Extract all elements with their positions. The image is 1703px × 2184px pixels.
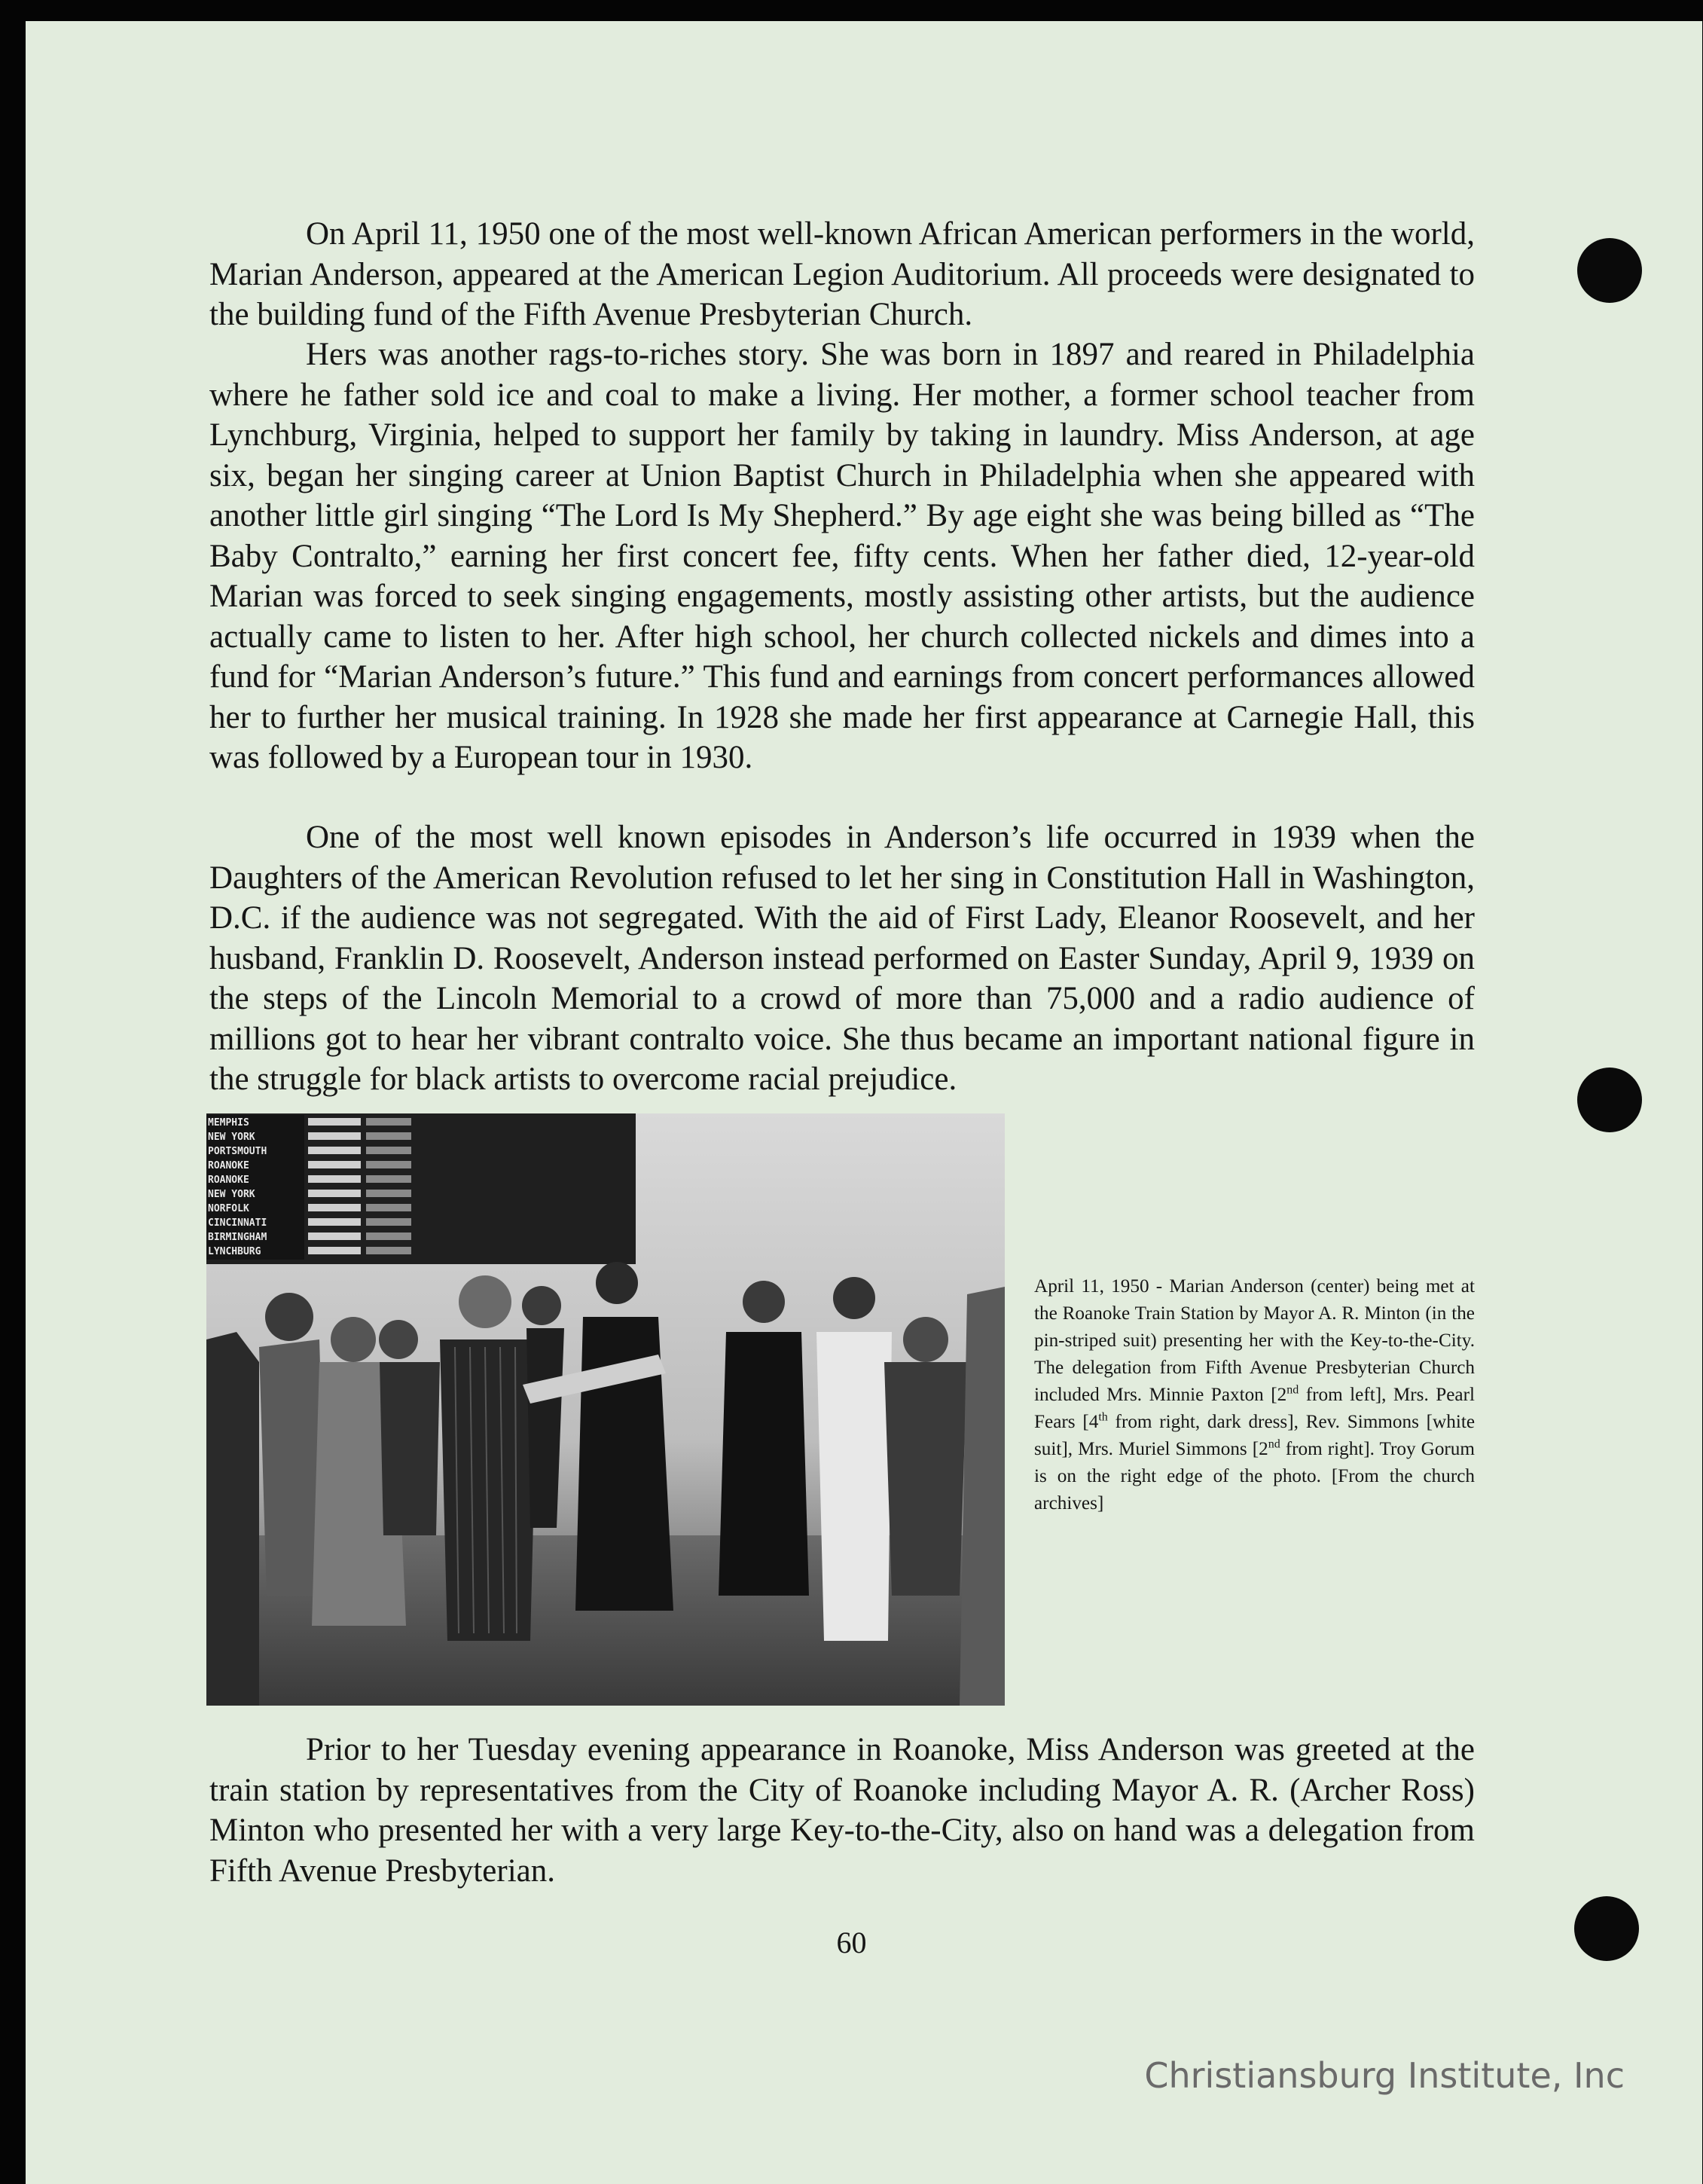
board-row: PORTSMOUTH	[208, 1146, 267, 1157]
board-row: ROANOKE	[208, 1174, 249, 1186]
board-row: LYNCHBURG	[208, 1246, 261, 1257]
board-row: BIRMINGHAM	[208, 1232, 267, 1243]
photo-caption: April 11, 1950 - Marian Anderson (center) being met at the Roanoke Train Station by Mayor A. R. Minton (in the pin-striped suit) presenting her with the Key-to-the-City. The delegation from Fifth Avenue Presbyterian Church included Mrs. Minnie Paxton [2nd from left], Mrs. Pearl Fears [4th from right, dark dress], Rev. Simmons [white suit], Mrs. Muriel Simmons [2nd from right]. Troy Gorum is on the right edge of the photo. [From the church archives]	[1034, 1276, 1475, 1514]
board-row: NEW YORK	[208, 1132, 255, 1143]
page-number: 60	[836, 1926, 867, 1959]
paragraph-3: One of the most well known episodes in Anderson’s life occurred in 1939 when the Daughters of the American Revolution refused to let her sing in Constitution Hall in Washington, D.C. if the audience was not segregated. With the aid of First Lady, Eleanor Roosevelt, and her husband, Franklin D. Roosevelt, Anderson instead performed on Easter Sunday, April 9, 1939 on the steps of the Lincoln Memorial to a crowd of more than 75,000 and a radio audience of millions got to hear her vibrant contralto voice. She thus became an important national figure in the struggle for black artists to overcome racial prejudice.	[209, 820, 1475, 1097]
board-row: NORFOLK	[208, 1203, 249, 1214]
watermark: Christiansburg Institute, Inc	[1144, 2055, 1625, 2096]
archival-photo	[206, 1113, 1005, 1706]
board-row: CINCINNATI	[208, 1217, 267, 1229]
board-row: NEW YORK	[208, 1189, 255, 1200]
paragraph-2: Hers was another rags-to-riches story. She was born in 1897 and reared in Philadelphia where he father sold ice and coal to make a living. Her mother, a former school teacher from Lynchburg, Virginia, helped to support her family by taking in laundry. Miss Anderson, at age six, began her singing career at Union Baptist Church in Philadelphia when she appeared with another little girl singing “The Lord Is My Shepherd.” By age eight she was being billed as “The Baby Contralto,” earning her first concert fee, fifty cents. When her father died, 12-year-old Marian was forced to seek singing engagements, mostly assisting other artists, but the audience actually came to listen to her. After high school, her church collected nickels and dimes into a fund for “Marian Anderson’s future.” This fund and earnings from concert performances allowed her to further her musical training. In 1928 she made her first appearance at Carnegie Hall, this was followed by a European tour in 1930.	[209, 337, 1475, 775]
binder-hole-middle	[1577, 1068, 1642, 1132]
board-row: MEMPHIS	[208, 1117, 249, 1129]
binder-hole-top	[1577, 238, 1642, 303]
paragraph-1: On April 11, 1950 one of the most well-known African American performers in the world, Marian Anderson, appeared at the American Legion Auditorium. All proceeds were designated to the building fund of the Fifth Avenue Presbyterian Church.	[209, 216, 1475, 332]
board-row: ROANOKE	[208, 1160, 249, 1171]
paragraph-4: Prior to her Tuesday evening appearance in Roanoke, Miss Anderson was greeted at the train station by representatives from the City of Roanoke including Mayor A. R. (Archer Ross) Minton who presented her with a very large Key-to-the-City, also on hand was a delegation from Fifth Avenue Presbyterian.	[209, 1732, 1475, 1889]
